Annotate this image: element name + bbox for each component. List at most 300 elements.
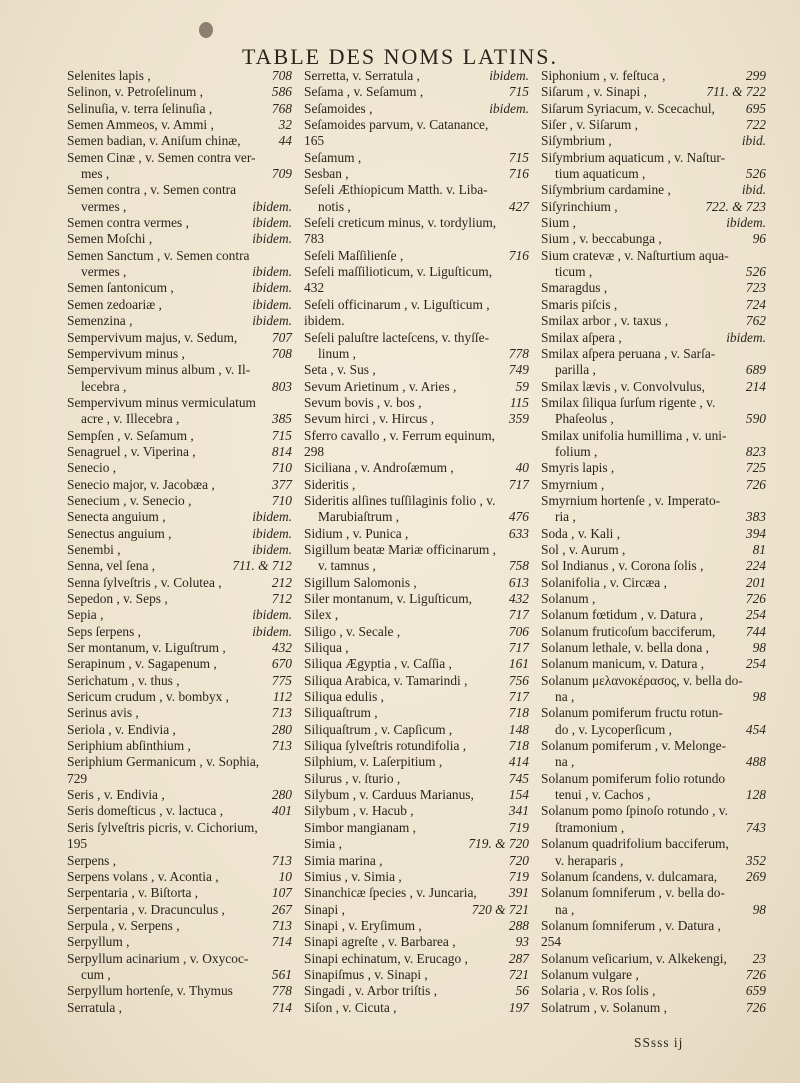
- entry-page: 713: [271, 738, 292, 754]
- entry-term: Siſer , v. Siſarum ,: [541, 117, 638, 133]
- entry-page: ibidem.: [252, 198, 292, 214]
- index-column-2: [304, 68, 529, 1016]
- index-entry: [67, 248, 292, 264]
- index-entry: [67, 150, 292, 166]
- entry-page: 488: [745, 754, 766, 770]
- index-entry: [67, 395, 292, 411]
- entry-page: [525, 133, 529, 149]
- entry-term: Seriphium abſinthium ,: [67, 738, 191, 754]
- entry-page: 726: [745, 476, 766, 492]
- entry-term: Sium ,: [541, 215, 576, 231]
- index-entry: [67, 951, 292, 967]
- index-entry: [304, 934, 529, 950]
- page-title: TABLE DES NOMS LATINS.: [241, 44, 559, 69]
- entry-term: Semen ſantonicum ,: [67, 280, 174, 296]
- entry-page: 744: [745, 623, 766, 639]
- index-entry: [67, 166, 292, 182]
- entry-page: 762: [745, 313, 766, 329]
- entry-page: ibidem.: [252, 280, 292, 296]
- entry-page: ibidem.: [489, 100, 529, 116]
- entry-page: 715: [271, 427, 292, 443]
- entry-term: Seriphium Germanicum , v. Sophia,: [67, 754, 260, 770]
- entry-page: ibidem.: [489, 68, 529, 83]
- index-entry: [304, 166, 529, 182]
- index-entry: [304, 330, 529, 346]
- index-entry: [541, 68, 766, 84]
- index-entry: [304, 591, 529, 607]
- index-entry: [67, 199, 292, 215]
- entry-page: 40: [515, 460, 529, 476]
- index-entry: [67, 280, 292, 296]
- entry-term: Seſeli paluſtre lacteſcens, v. thyſſe-: [304, 329, 490, 345]
- entry-page: 359: [508, 411, 529, 427]
- index-entry: [541, 771, 766, 787]
- entry-term: cum ,: [81, 966, 111, 982]
- entry-term: Senna ſylveſtris , v. Colutea ,: [67, 574, 222, 590]
- index-entry: [541, 787, 766, 803]
- index-entry: [67, 297, 292, 313]
- entry-page: 725: [745, 460, 766, 476]
- entry-page: 394: [745, 525, 766, 541]
- index-entry: [304, 460, 529, 476]
- entry-page: [525, 117, 529, 133]
- entry-term: Seſamoides ,: [304, 100, 373, 116]
- index-entry: [67, 575, 292, 591]
- entry-page: 713: [271, 705, 292, 721]
- index-entry: [304, 983, 529, 999]
- index-entry: [304, 673, 529, 689]
- signature-mark: SSsss ij: [634, 1035, 684, 1050]
- index-entry: [541, 526, 766, 542]
- entry-term: vermes ,: [81, 198, 127, 214]
- entry-term: Sempervivum minus album , v. Il-: [67, 362, 251, 378]
- entry-term: Semen contra vermes ,: [67, 215, 189, 231]
- index-entry: [541, 1000, 766, 1016]
- entry-term: Soda , v. Kali ,: [541, 525, 621, 541]
- entry-page: [525, 313, 529, 329]
- entry-term: ibidem.: [304, 313, 345, 329]
- entry-term: Smilax unifolia humillima , v. uni-: [541, 427, 727, 443]
- index-entry: [541, 477, 766, 493]
- entry-term: Siphonium , v. feſtuca ,: [541, 68, 666, 83]
- entry-page: 710: [271, 460, 292, 476]
- entry-term: Sinapi ,: [304, 901, 345, 917]
- entry-term: Solanum fruticoſum bacciferum,: [541, 623, 716, 639]
- entry-page: 778: [508, 345, 529, 361]
- entry-page: ibid.: [741, 133, 766, 149]
- index-entry: [304, 640, 529, 656]
- entry-page: 714: [271, 999, 292, 1015]
- entry-page: 726: [745, 966, 766, 982]
- index-entry: [67, 689, 292, 705]
- entry-term: Sepia ,: [67, 607, 104, 623]
- entry-term: 432: [304, 280, 325, 296]
- index-entry: [541, 738, 766, 754]
- entry-term: Siciliana , v. Androſæmum ,: [304, 460, 454, 476]
- entry-term: Sevum Arietinum , v. Aries ,: [304, 378, 457, 394]
- index-entry: [541, 869, 766, 885]
- entry-page: 713: [271, 917, 292, 933]
- entry-page: 454: [745, 721, 766, 737]
- index-entry: [541, 428, 766, 444]
- entry-term: Sempervivum majus, v. Sedum,: [67, 329, 238, 345]
- entry-page: 526: [745, 166, 766, 182]
- entry-page: [525, 297, 529, 313]
- entry-term: Simius , v. Simia ,: [304, 868, 402, 884]
- index-entry: [67, 673, 292, 689]
- entry-term: Sesban ,: [304, 166, 349, 182]
- entry-page: 719: [508, 819, 529, 835]
- entry-term: Seta , v. Sus ,: [304, 362, 376, 378]
- entry-page: 708: [271, 68, 292, 83]
- index-entry: [304, 1000, 529, 1016]
- entry-term: Smyris lapis ,: [541, 460, 615, 476]
- index-entry: [541, 182, 766, 198]
- entry-page: 709: [271, 166, 292, 182]
- entry-page: 707: [271, 329, 292, 345]
- index-entry: [541, 330, 766, 346]
- index-entry: [304, 280, 529, 296]
- index-entry: [541, 166, 766, 182]
- entry-page: 711. & 712: [232, 558, 292, 574]
- index-entry: [304, 705, 529, 721]
- entry-term: 783: [304, 231, 325, 247]
- index-entry: [67, 902, 292, 918]
- entry-term: Solanum lethale, v. bella dona ,: [541, 640, 709, 656]
- entry-page: [525, 264, 529, 280]
- entry-term: Singadi , v. Arbor triſtis ,: [304, 983, 438, 999]
- entry-term: Sol , v. Aurum ,: [541, 541, 626, 557]
- entry-term: do , v. Lycoperſicum ,: [555, 721, 673, 737]
- index-entry: [67, 722, 292, 738]
- entry-term: Semen zedoariæ ,: [67, 296, 162, 312]
- index-entry: [67, 656, 292, 672]
- entry-term: Solanum pomiferum fructu rotun-: [541, 705, 723, 721]
- entry-term: lecebra ,: [81, 378, 127, 394]
- index-entry: [304, 362, 529, 378]
- entry-page: 288: [508, 917, 529, 933]
- entry-page: [762, 705, 766, 721]
- entry-term: Sinapi echinatum, v. Erucago ,: [304, 950, 468, 966]
- entry-page: 716: [508, 247, 529, 263]
- entry-page: ibidem.: [252, 623, 292, 639]
- entry-page: [288, 395, 292, 411]
- index-entry: [304, 689, 529, 705]
- index-entry: [67, 444, 292, 460]
- index-entry: [541, 460, 766, 476]
- entry-page: 267: [271, 901, 292, 917]
- entry-term: Seps ſerpens ,: [67, 623, 142, 639]
- entry-page: [288, 820, 292, 836]
- entry-term: 195: [67, 836, 88, 852]
- entry-page: 775: [271, 672, 292, 688]
- entry-term: Smyrnium ,: [541, 476, 605, 492]
- entry-term: Siſarum , v. Sinapi ,: [541, 84, 647, 100]
- index-entry: [67, 346, 292, 362]
- entry-term: Seris domeſticus , v. lactuca ,: [67, 803, 224, 819]
- entry-page: 768: [271, 100, 292, 116]
- index-entry: [541, 967, 766, 983]
- entry-page: 706: [508, 623, 529, 639]
- entry-term: Seſamum ,: [304, 149, 362, 165]
- entry-term: Smaris piſcis ,: [541, 296, 618, 312]
- entry-term: Serichatum , v. thus ,: [67, 672, 180, 688]
- entry-term: Siliqua Arabica, v. Tamarindi ,: [304, 672, 468, 688]
- entry-term: Serpens volans , v. Acontia ,: [67, 868, 219, 884]
- entry-term: Siſyrinchium ,: [541, 198, 618, 214]
- index-entry: [67, 591, 292, 607]
- index-entry: [541, 558, 766, 574]
- index-entry: [67, 885, 292, 901]
- entry-page: [288, 836, 292, 852]
- index-entry: [541, 607, 766, 623]
- index-entry: [304, 542, 529, 558]
- entry-term: Seſeli maſſilioticum, v. Liguſticum,: [304, 264, 493, 280]
- entry-page: 717: [508, 607, 529, 623]
- entry-page: 720: [508, 852, 529, 868]
- index-entry: [67, 542, 292, 558]
- entry-page: [288, 248, 292, 264]
- entry-page: 432: [271, 640, 292, 656]
- index-entry: [304, 951, 529, 967]
- entry-page: 726: [745, 999, 766, 1015]
- entry-term: Sinapi agreſte , v. Barbarea ,: [304, 934, 456, 950]
- entry-page: 749: [508, 362, 529, 378]
- entry-page: [762, 918, 766, 934]
- entry-term: folium ,: [555, 443, 598, 459]
- ink-stain: [199, 22, 213, 38]
- entry-page: 107: [271, 885, 292, 901]
- entry-term: Solanum pomiferum folio rotundo: [541, 770, 726, 786]
- entry-page: 23: [752, 950, 766, 966]
- entry-term: na ,: [555, 689, 575, 705]
- entry-page: 352: [745, 852, 766, 868]
- index-entry: [541, 395, 766, 411]
- entry-term: Solanum manicum, v. Datura ,: [541, 656, 705, 672]
- index-entry: [541, 689, 766, 705]
- index-entry: [304, 607, 529, 623]
- entry-term: Serpentaria , v. Dracunculus ,: [67, 901, 225, 917]
- entry-page: 10: [278, 868, 292, 884]
- index-entry: [67, 411, 292, 427]
- index-entry: [67, 101, 292, 117]
- index-entry: [304, 428, 529, 444]
- entry-term: Simia marina ,: [304, 852, 383, 868]
- index-entry: [541, 656, 766, 672]
- entry-term: Siliquaſtrum ,: [304, 705, 378, 721]
- index-entry: [304, 918, 529, 934]
- index-entry: [304, 444, 529, 460]
- entry-term: Smilax lævis , v. Convolvulus,: [541, 378, 705, 394]
- entry-term: Siliqua edulis ,: [304, 689, 384, 705]
- index-entry: [541, 542, 766, 558]
- entry-page: 561: [271, 966, 292, 982]
- entry-term: na ,: [555, 901, 575, 917]
- index-entry: [541, 722, 766, 738]
- entry-page: 112: [272, 689, 292, 705]
- index-entry: [304, 84, 529, 100]
- index-entry: [541, 509, 766, 525]
- entry-page: 201: [745, 574, 766, 590]
- index-column-3: [541, 68, 766, 1016]
- entry-page: 745: [508, 770, 529, 786]
- entry-page: [525, 542, 529, 558]
- entry-term: mes ,: [81, 166, 110, 182]
- entry-term: Silex ,: [304, 607, 339, 623]
- entry-term: Semen Cinæ , v. Semen contra ver-: [67, 149, 256, 165]
- entry-page: [762, 248, 766, 264]
- index-entry: [67, 493, 292, 509]
- entry-page: 715: [508, 149, 529, 165]
- index-entry: [67, 771, 292, 787]
- entry-page: ibidem.: [252, 215, 292, 231]
- entry-page: 128: [745, 787, 766, 803]
- index-entry: [67, 983, 292, 999]
- index-entry: [67, 558, 292, 574]
- entry-page: 803: [271, 378, 292, 394]
- entry-page: [762, 493, 766, 509]
- entry-page: ibidem.: [252, 313, 292, 329]
- index-entry: [67, 379, 292, 395]
- index-entry: [67, 787, 292, 803]
- entry-page: 716: [508, 166, 529, 182]
- index-entry: [541, 951, 766, 967]
- index-entry: [67, 624, 292, 640]
- entry-page: 689: [745, 362, 766, 378]
- entry-term: Sinapi , v. Eryſimum ,: [304, 917, 422, 933]
- entry-page: [762, 771, 766, 787]
- entry-term: Senembi ,: [67, 541, 121, 557]
- entry-term: Smilax arbor , v. taxus ,: [541, 313, 669, 329]
- entry-term: linum ,: [318, 345, 356, 361]
- entry-page: 823: [745, 443, 766, 459]
- index-entry: [541, 803, 766, 819]
- entry-term: Solaria , v. Ros ſolis ,: [541, 983, 656, 999]
- entry-page: 714: [271, 934, 292, 950]
- entry-page: 197: [508, 999, 529, 1015]
- entry-term: Selinuſia, v. terra ſelinuſia ,: [67, 100, 213, 116]
- index-entry: [67, 754, 292, 770]
- entry-page: 427: [508, 198, 529, 214]
- entry-page: [288, 771, 292, 787]
- entry-page: 715: [508, 84, 529, 100]
- index-entry: [304, 771, 529, 787]
- entry-page: [762, 934, 766, 950]
- index-entry: [541, 411, 766, 427]
- index-entry: [67, 460, 292, 476]
- entry-page: 526: [745, 264, 766, 280]
- entry-page: 280: [271, 787, 292, 803]
- index-entry: [67, 133, 292, 149]
- entry-page: 719: [508, 868, 529, 884]
- entry-term: Solanum μελανοκέρασος, v. bella do-: [541, 672, 743, 688]
- entry-page: [288, 182, 292, 198]
- entry-page: 743: [745, 819, 766, 835]
- entry-page: 719. & 720: [468, 836, 529, 852]
- entry-page: [288, 150, 292, 166]
- index-entry: [304, 395, 529, 411]
- entry-page: 377: [271, 476, 292, 492]
- entry-page: 670: [271, 656, 292, 672]
- entry-page: 299: [745, 68, 766, 83]
- entry-term: Selinon, v. Petroſelinum ,: [67, 84, 204, 100]
- entry-term: Smilax aſpera ,: [541, 329, 622, 345]
- index-entry: [304, 346, 529, 362]
- entry-page: 713: [271, 852, 292, 868]
- entry-page: [762, 885, 766, 901]
- index-entry: [541, 379, 766, 395]
- entry-term: Siliqua Ægyptia , v. Caſſia ,: [304, 656, 452, 672]
- entry-term: Seſama , v. Seſamum ,: [304, 84, 424, 100]
- index-entry: [67, 84, 292, 100]
- entry-page: 723: [745, 280, 766, 296]
- index-entry: [541, 673, 766, 689]
- entry-page: [762, 428, 766, 444]
- index-entry: [304, 509, 529, 525]
- entry-page: 391: [508, 885, 529, 901]
- entry-page: 96: [752, 231, 766, 247]
- entry-page: 711. & 722: [706, 84, 766, 100]
- entry-term: Senecio ,: [67, 460, 117, 476]
- entry-term: Sideritis ,: [304, 476, 356, 492]
- entry-term: Marubiaſtrum ,: [318, 509, 400, 525]
- index-entry: [67, 1000, 292, 1016]
- index-entry: [304, 738, 529, 754]
- entry-term: Semen badian, v. Aniſum chinæ,: [67, 133, 241, 149]
- index-entry: [304, 264, 529, 280]
- entry-page: 710: [271, 492, 292, 508]
- entry-page: 726: [745, 591, 766, 606]
- index-entry: [541, 640, 766, 656]
- entry-term: Smaragdus ,: [541, 280, 608, 296]
- index-entry: [541, 231, 766, 247]
- index-entry: [541, 624, 766, 640]
- entry-page: ibidem.: [252, 509, 292, 525]
- index-entry: [67, 738, 292, 754]
- index-entry: [67, 836, 292, 852]
- entry-page: ibidem.: [252, 525, 292, 541]
- index-entry: [304, 754, 529, 770]
- entry-page: ibidem.: [252, 296, 292, 312]
- index-entry: [67, 526, 292, 542]
- index-entry: [304, 803, 529, 819]
- index-entry: [67, 68, 292, 84]
- index-entry: [67, 182, 292, 198]
- index-entry: [541, 591, 766, 607]
- entry-page: 476: [508, 509, 529, 525]
- index-entry: [304, 853, 529, 869]
- index-entry: [67, 820, 292, 836]
- entry-page: [762, 673, 766, 689]
- entry-term: ticum ,: [555, 264, 593, 280]
- index-entry: [541, 84, 766, 100]
- entry-term: Seſamoides parvum, v. Catanance,: [304, 117, 489, 133]
- entry-term: Senectus anguium ,: [67, 525, 172, 541]
- entry-page: 254: [745, 607, 766, 623]
- index-entry: [541, 133, 766, 149]
- entry-page: 93: [515, 934, 529, 950]
- entry-term: Sempervivum minus vermiculatum: [67, 394, 256, 410]
- entry-term: Siſymbrium ,: [541, 133, 612, 149]
- index-entry: [304, 902, 529, 918]
- entry-term: Solanum ſomniferum , v. Datura ,: [541, 917, 721, 933]
- entry-page: ibidem.: [726, 329, 766, 345]
- index-entry: [304, 836, 529, 852]
- index-entry: [67, 803, 292, 819]
- entry-term: Smyrnium hortenſe , v. Imperato-: [541, 492, 721, 508]
- index-entry: [541, 264, 766, 280]
- index-entry: [541, 836, 766, 852]
